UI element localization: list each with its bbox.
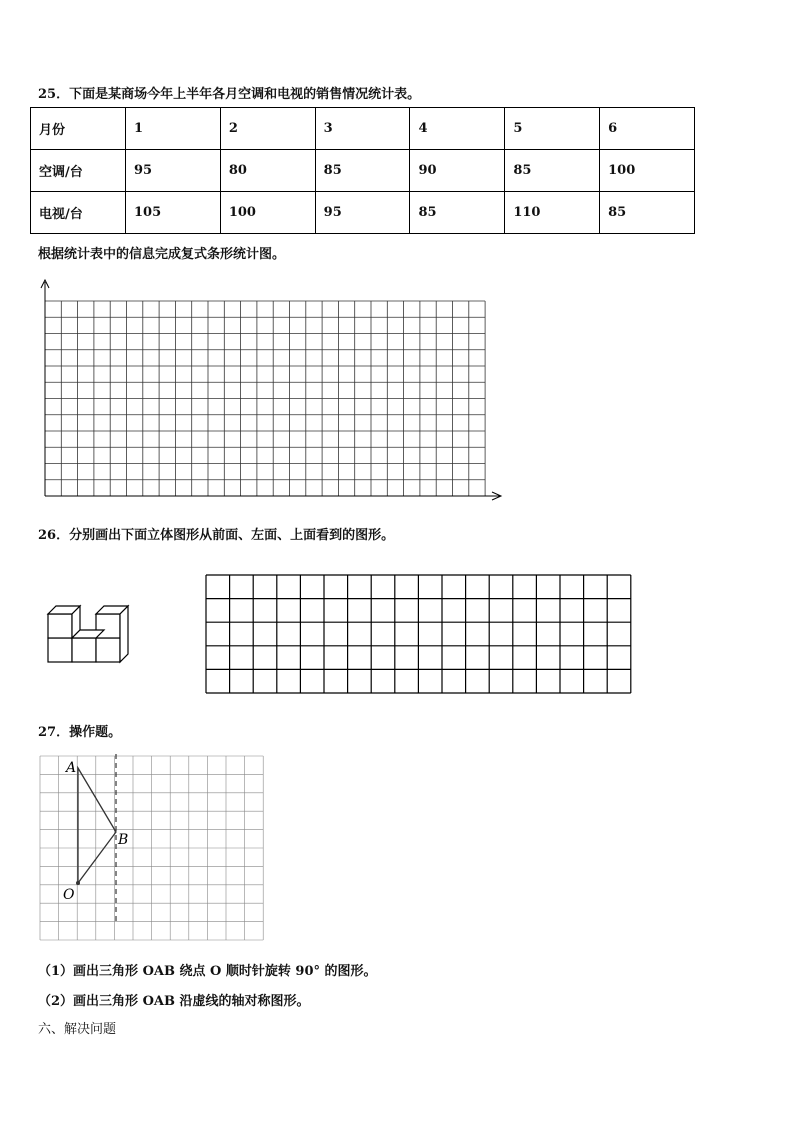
table-cell: 100 xyxy=(600,150,695,192)
task-2-text: （2）画出三角形 OAB 沿虚线的轴对称图形。 xyxy=(38,994,310,1009)
section-6-title: 六、解决问题 xyxy=(38,1022,117,1037)
chart-instruction: 根据统计表中的信息完成复式条形统计图。 xyxy=(38,247,286,262)
table-cell: 110 xyxy=(505,192,600,234)
table-cell: 85 xyxy=(315,150,410,192)
table-cell: 105 xyxy=(126,192,221,234)
table-cell: 100 xyxy=(220,192,315,234)
table-cell: 4 xyxy=(410,108,505,150)
table-header-cell: 电视/台 xyxy=(31,192,126,234)
task-1-text: （1）画出三角形 OAB 绕点 O 顺时针旋转 90° 的图形。 xyxy=(38,964,377,979)
blank-bar-chart-grid[interactable] xyxy=(34,276,506,504)
table-cell: 95 xyxy=(126,150,221,192)
sales-table xyxy=(30,107,695,234)
question-26-title: 26．分别画出下面立体图形从前面、左面、上面看到的图形。 xyxy=(38,528,395,543)
table-cell: 95 xyxy=(315,192,410,234)
table-row xyxy=(31,192,695,234)
table-row xyxy=(31,150,695,192)
table-cell: 2 xyxy=(220,108,315,150)
table-header-cell: 月份 xyxy=(31,108,126,150)
question-27-title: 27．操作题。 xyxy=(38,725,122,740)
triangle-operation-grid[interactable] xyxy=(38,754,268,944)
table-cell: 90 xyxy=(410,150,505,192)
table-cell: 85 xyxy=(410,192,505,234)
table-header-cell: 空调/台 xyxy=(31,150,126,192)
question-25-title: 25．下面是某商场今年上半年各月空调和电视的销售情况统计表。 xyxy=(38,87,421,102)
point-o-label: O xyxy=(63,887,75,903)
table-cell: 1 xyxy=(126,108,221,150)
point-o-dot xyxy=(76,881,80,885)
table-cell: 6 xyxy=(600,108,695,150)
table-cell: 3 xyxy=(315,108,410,150)
point-b-label: B xyxy=(118,832,129,848)
three-views-drawing-grid[interactable] xyxy=(204,573,636,697)
point-a-label: A xyxy=(66,760,77,776)
table-cell: 85 xyxy=(505,150,600,192)
table-cell: 80 xyxy=(220,150,315,192)
table-row xyxy=(31,108,695,150)
stacked-cubes-figure xyxy=(44,596,136,666)
triangle-oab xyxy=(78,768,116,883)
table-cell: 85 xyxy=(600,192,695,234)
table-cell: 5 xyxy=(505,108,600,150)
